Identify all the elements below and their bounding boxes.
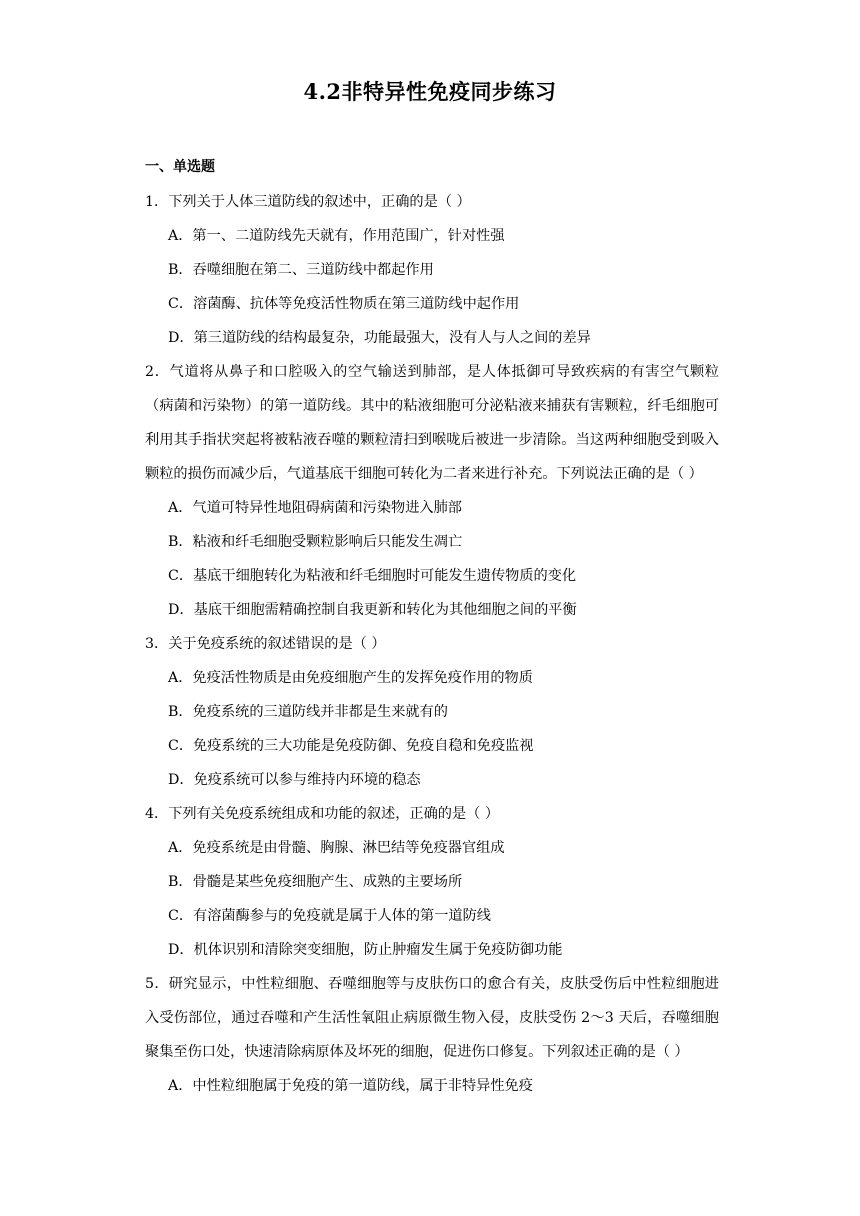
question-4	[145, 797, 719, 967]
question-stem: 3．关于免疫系统的叙述错误的是（ ）	[145, 636, 386, 652]
option-b: B．吞噬细胞在第二、三道防线中都起作用	[168, 262, 434, 278]
page-title: 4.2非特异性免疫同步练习	[303, 79, 557, 104]
option-b: B．免疫系统的三道防线并非都是生来就有的	[168, 704, 448, 720]
question-2	[145, 355, 719, 627]
question-stem: 4．下列有关免疫系统组成和功能的叙述，正确的是（ ）	[145, 806, 500, 822]
option-a: A．免疫活性物质是由免疫细胞产生的发挥免疫作用的物质	[168, 670, 533, 686]
question-stem: 1．下列关于人体三道防线的叙述中，正确的是（ ）	[145, 194, 471, 210]
option-d: D．第三道防线的结构最复杂，功能最强大，没有人与人之间的差异	[168, 330, 591, 346]
question-3	[145, 627, 719, 797]
question-list	[145, 185, 719, 1103]
option-a: A．中性粒细胞属于免疫的第一道防线，属于非特异性免疫	[168, 1078, 533, 1094]
section-heading: 一、单选题	[145, 159, 215, 175]
option-c: C．有溶菌酶参与的免疫就是属于人体的第一道防线	[168, 908, 491, 924]
option-d: D．免疫系统可以参与维持内环境的稳态	[168, 772, 421, 788]
question-5	[145, 967, 719, 1103]
option-d: D．机体识别和清除突变细胞，防止肿瘤发生属于免疫防御功能	[168, 942, 563, 958]
option-a: A．免疫系统是由骨髓、胸腺、淋巴结等免疫器官组成	[168, 840, 505, 856]
question-stem: 2．气道将从鼻子和口腔吸入的空气输送到肺部，是人体抵御可导致疾病的有害空气颗粒（病菌和污染物）的第一道防线。其中的粘液细胞可分泌粘液来捕获有害颗粒，纤毛细胞可利用其手指状突起将被粘液吞噬的颗粒清扫到喉咙后被进一步清除。当这两种细胞受到吸入颗粒的损伤而减少后，气道基底干细胞可转化为二者来进行补充。下列说法正确的是（ ）	[145, 364, 719, 482]
question-stem: 5．研究显示，中性粒细胞、吞噬细胞等与皮肤伤口的愈合有关，皮肤受伤后中性粒细胞进入受伤部位，通过吞噬和产生活性氧阻止病原微生物入侵，皮肤受伤 2～3 天后，吞噬细胞聚集至伤口处，快速清除病原体及坏死的细胞，促进伤口修复。下列叙述正确的是（ ）	[145, 976, 719, 1060]
option-b: B．骨髓是某些免疫细胞产生、成熟的主要场所	[168, 874, 463, 890]
option-a: A．气道可特异性地阻碍病菌和污染物进入肺部	[168, 500, 462, 516]
option-a: A．第一、二道防线先天就有，作用范围广，针对性强	[168, 228, 505, 244]
option-d: D．基底干细胞需精确控制自我更新和转化为其他细胞之间的平衡	[168, 602, 577, 618]
option-c: C．基底干细胞转化为粘液和纤毛细胞时可能发生遗传物质的变化	[168, 568, 577, 584]
option-b: B．粘液和纤毛细胞受颗粒影响后只能发生凋亡	[168, 534, 463, 550]
option-c: C．溶菌酶、抗体等免疫活性物质在第三道防线中起作用	[168, 296, 520, 312]
question-1	[145, 185, 719, 355]
option-c: C．免疫系统的三大功能是免疫防御、免疫自稳和免疫监视	[168, 738, 534, 754]
